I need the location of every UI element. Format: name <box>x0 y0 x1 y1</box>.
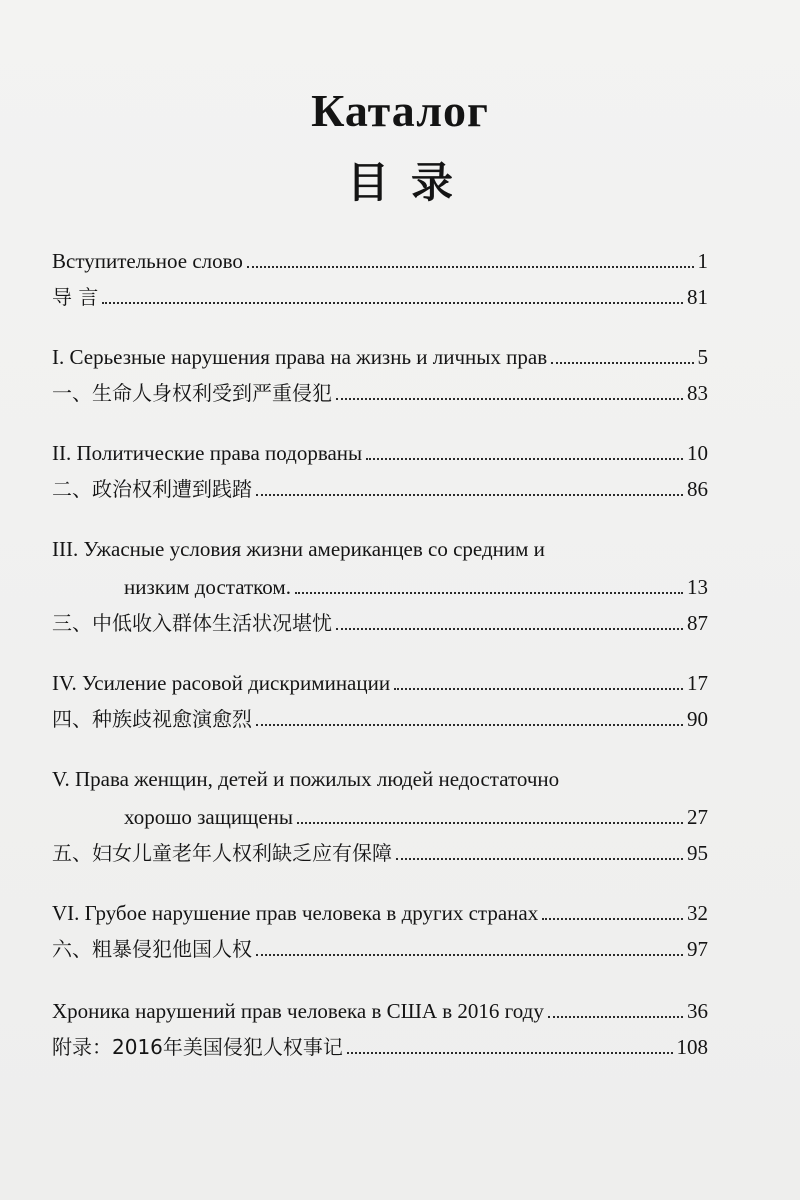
dot-leader <box>542 918 683 920</box>
toc-page-number: 17 <box>687 671 708 695</box>
dot-leader <box>396 858 683 860</box>
toc-entry-section-3[interactable] <box>52 566 708 602</box>
toc-entry-section-3-line1[interactable]: III. Ужасные условия жизни американцев со средним и <box>52 537 545 561</box>
toc-entry-label: VI. Грубое нарушение прав человека в других странах <box>52 901 539 925</box>
toc-entry-label: 四、种族歧视愈演愈烈 <box>52 707 252 731</box>
toc-entry-label: 一、生命人身权利受到严重侵犯 <box>52 381 332 405</box>
toc-entry-label: IV. Усиление расовой дискриминации <box>52 671 391 695</box>
toc-entry-section-4-cn[interactable] <box>52 698 708 734</box>
toc-entry-section-6-cn[interactable] <box>52 928 708 964</box>
dot-leader <box>394 688 683 690</box>
toc-entry-label: 五、妇女儿童老年人权利缺乏应有保障 <box>52 841 392 865</box>
dot-leader <box>256 494 683 496</box>
toc-entry-introductory-word[interactable] <box>52 240 708 276</box>
toc-entry-label: 导 言 <box>52 285 99 309</box>
toc-entry-label: 附录：2016年美国侵犯人权事记 <box>52 1035 343 1059</box>
dot-leader <box>336 398 683 400</box>
toc-entry-chronicle[interactable] <box>52 990 708 1026</box>
toc-entry-label: I. Серьезные нарушения права на жизнь и личных прав <box>52 345 548 369</box>
toc-entry-section-2[interactable] <box>52 432 708 468</box>
dot-leader <box>551 362 693 364</box>
toc-page-number: 95 <box>687 841 708 865</box>
dot-leader <box>366 458 683 460</box>
toc-entry-label: низким достатком. <box>124 575 291 599</box>
toc-page-number: 27 <box>687 805 708 829</box>
toc-entry-section-5[interactable] <box>52 796 708 832</box>
toc-page-number: 90 <box>687 707 708 731</box>
toc-entry-section-3-cn[interactable] <box>52 602 708 638</box>
dot-leader <box>347 1052 673 1054</box>
toc-entry-label: 二、政治权利遭到践踏 <box>52 477 252 501</box>
toc-entry-section-1[interactable] <box>52 336 708 372</box>
toc-page-number: 5 <box>697 345 708 369</box>
dot-leader <box>102 302 683 304</box>
toc-entry-section-6[interactable] <box>52 892 708 928</box>
toc-page-number: 86 <box>687 477 708 501</box>
toc-entry-label: 三、中低收入群体生活状况堪忧 <box>52 611 332 635</box>
toc-page-number: 1 <box>697 249 708 273</box>
toc-page-number: 97 <box>687 937 708 961</box>
toc-entry-section-5-line1[interactable]: V. Права женщин, детей и пожилых людей недостаточно <box>52 767 560 791</box>
toc-entry-section-4[interactable] <box>52 662 708 698</box>
page-title-russian: Каталог <box>311 85 489 136</box>
toc-entry-label: 六、粗暴侵犯他国人权 <box>52 937 252 961</box>
toc-entry-section-5-cn[interactable] <box>52 832 708 868</box>
dot-leader <box>295 592 683 594</box>
toc-entry-label: II. Политические права подорваны <box>52 441 363 465</box>
toc-entry-label: Вступительное слово <box>52 249 243 273</box>
toc-page-number: 81 <box>687 285 708 309</box>
toc-entry-label: хорошо защищены <box>124 805 293 829</box>
toc-page-number: 13 <box>687 575 708 599</box>
toc-entry-section-2-cn[interactable] <box>52 468 708 504</box>
toc-page-number: 83 <box>687 381 708 405</box>
page-title-chinese: 目录 <box>346 158 475 207</box>
toc-page-number: 10 <box>687 441 708 465</box>
toc-page-number: 32 <box>687 901 708 925</box>
dot-leader <box>297 822 683 824</box>
dot-leader <box>247 266 694 268</box>
toc-entry-appendix-cn[interactable] <box>52 1026 708 1062</box>
toc-entry-label: Хроника нарушений прав человека в США в 2016 году <box>52 999 544 1023</box>
toc-page-number: 36 <box>687 999 708 1023</box>
toc-page-number: 87 <box>687 611 708 635</box>
dot-leader <box>256 954 683 956</box>
toc-page-number: 108 <box>676 1035 708 1059</box>
dot-leader <box>256 724 683 726</box>
toc-entry-section-1-cn[interactable] <box>52 372 708 408</box>
dot-leader <box>336 628 683 630</box>
dot-leader <box>548 1016 683 1018</box>
toc-entry-preface-cn[interactable] <box>52 276 708 312</box>
